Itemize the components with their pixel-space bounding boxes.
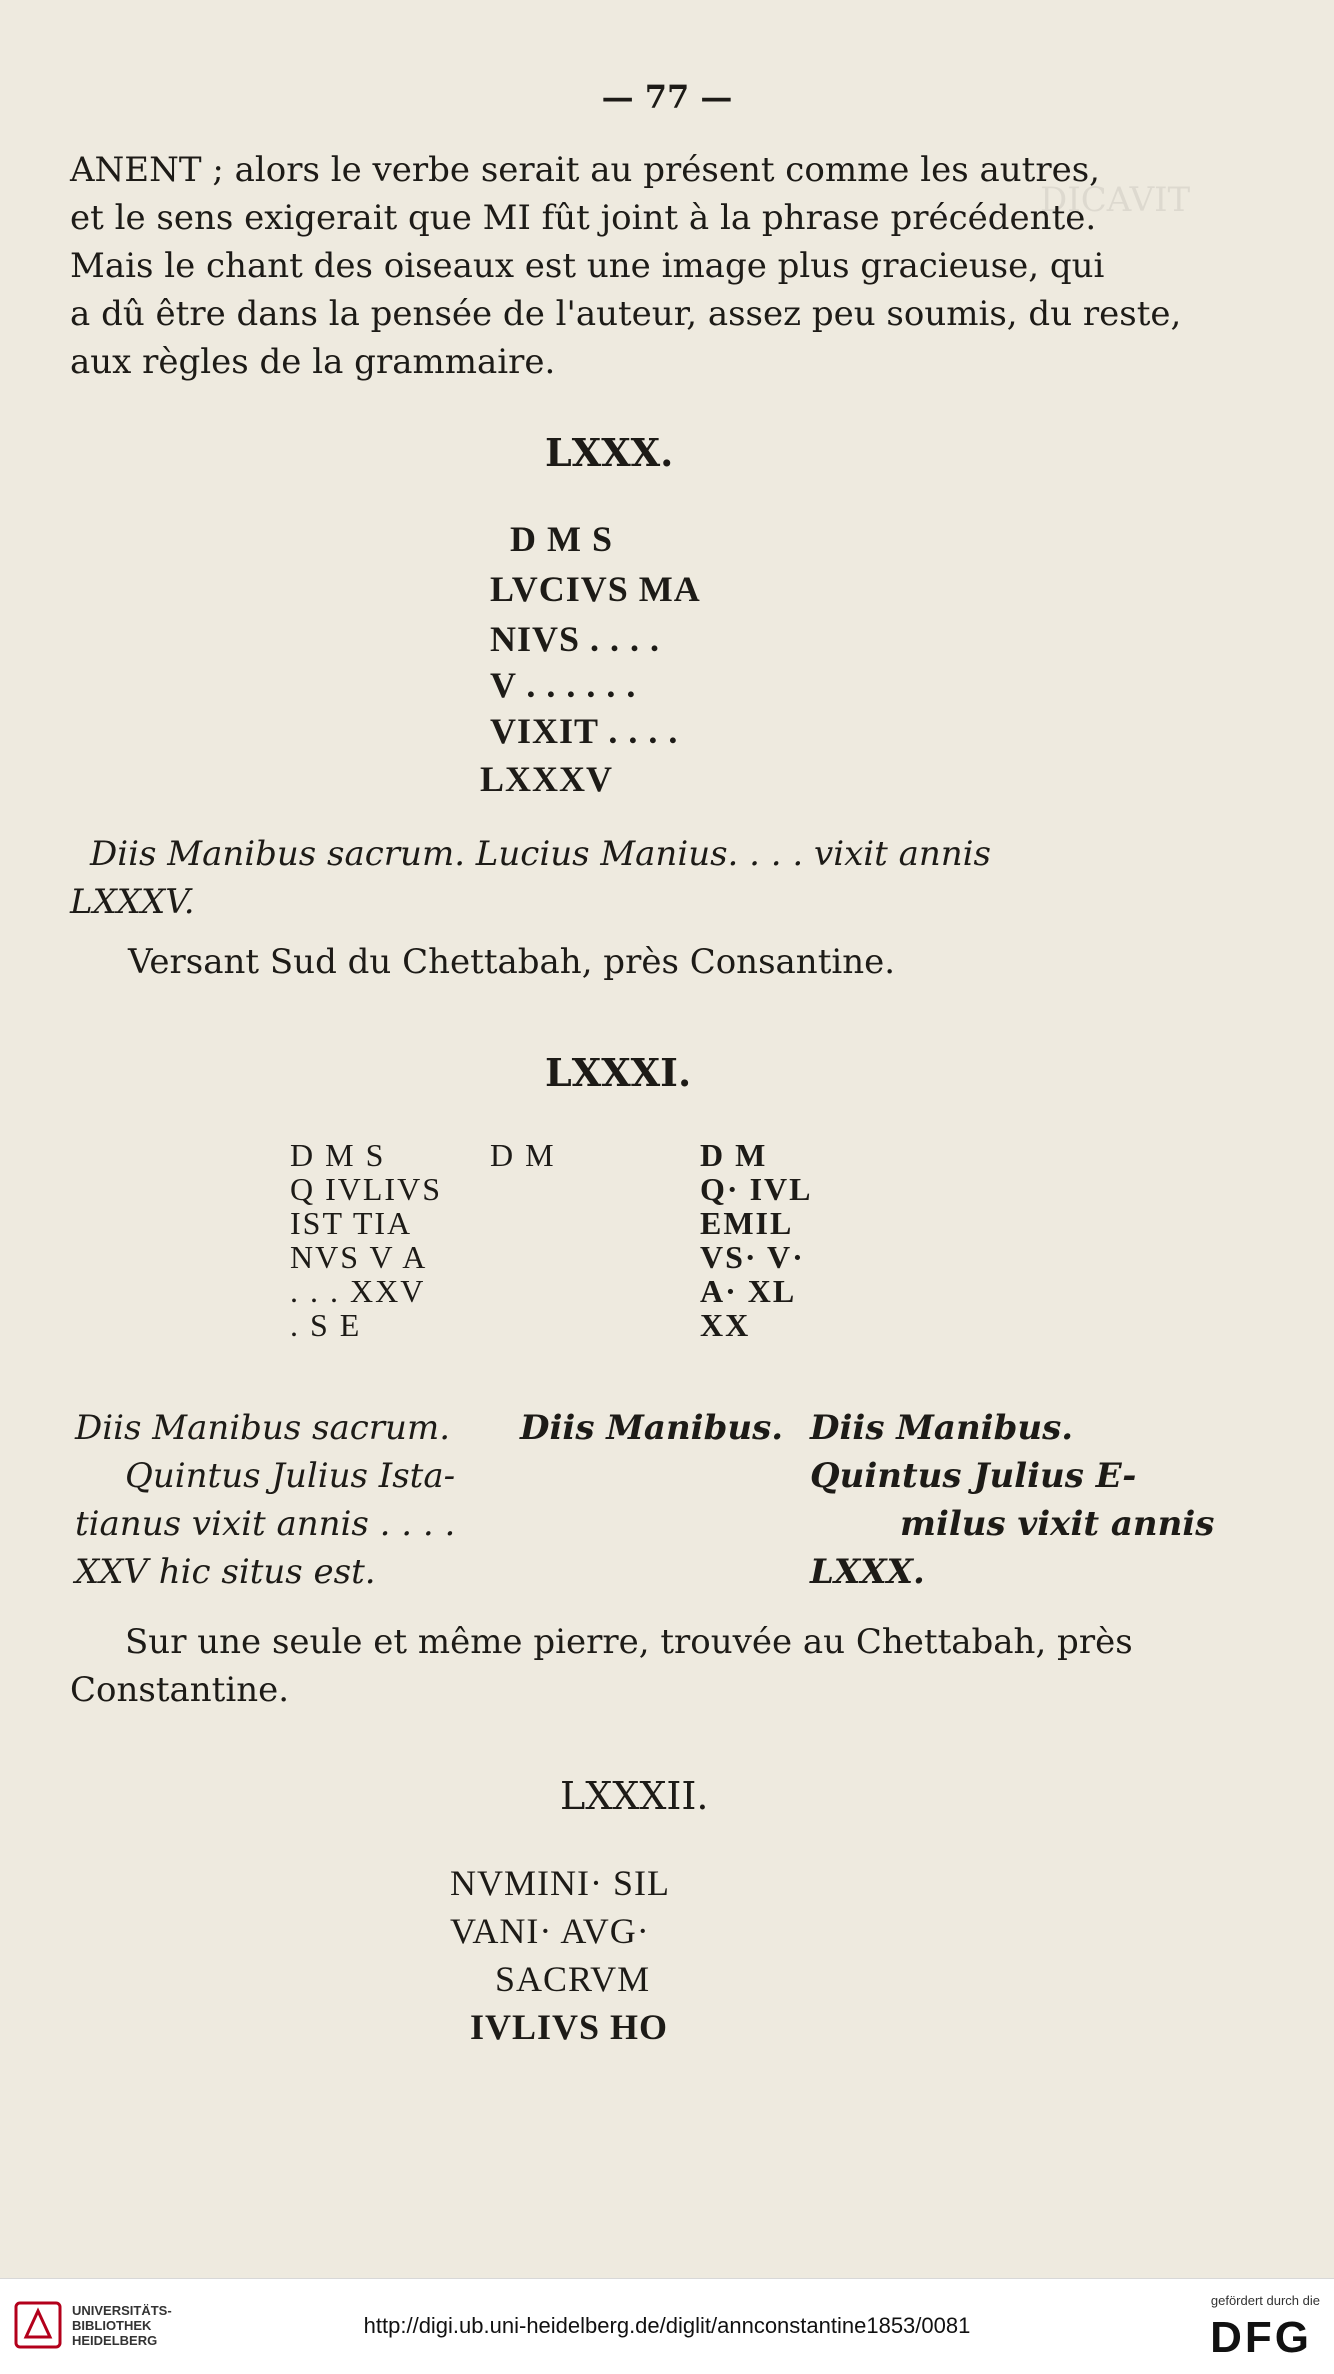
inscription-col-right [700,1138,812,1342]
translation-line: LXXX. [810,1552,925,1592]
translation-line: Quintus Julius E- [810,1456,1137,1496]
bleed-through: DICAVIT [1040,180,1191,220]
translation-line: Diis Manibus. [810,1408,1074,1448]
paragraph-line: a dû être dans la pensée de l'auteur, assez peu soumis, du reste, [70,294,1182,334]
inscription-line: LXXXV [480,759,614,799]
inscription-number: LXXXII. [560,1774,709,1818]
inscription-line: XX [700,1307,751,1343]
library-name-line: HEIDELBERG [72,2333,158,2348]
inscription-line: NVS V A [290,1239,428,1275]
translation-line: Diis Manibus sacrum. [75,1408,450,1448]
funding-note: gefördert durch die [1210,2293,1320,2308]
inscription-line: VANI· AVG· [450,1911,650,1951]
inscription-line: NIVS . . . . [490,619,661,659]
inscription-line: LVCIVS MA [490,569,701,609]
inscription-line: NVMINI· SIL [450,1863,670,1903]
inscription-line: VS· V· [700,1239,805,1275]
inscription-line: V . . . . . . [490,665,637,705]
inscription-line: SACRVM [495,1959,651,1999]
library-name-line: UNIVERSITÄTS- [72,2303,172,2318]
paragraph-line: Mais le chant des oiseaux est une image plus gracieuse, qui [70,246,1105,286]
paragraph-line: aux règles de la grammaire. [70,342,556,382]
inscription-number: LXXX. [545,430,674,475]
translation-line: Diis Manibus sacrum. Lucius Manius. . . . vixit annis [90,834,991,874]
permalink[interactable]: http://digi.ub.uni-heidelberg.de/diglit/annconstantine1853/0081 [363,2313,971,2338]
inscription-line: VIXIT . . . . [490,711,679,751]
inscription-col-left [290,1138,442,1342]
inscription-line: Q IVLIVS [290,1171,442,1207]
inscription-line: . S E [290,1307,362,1343]
paragraph-line: et le sens exigerait que MI fût joint à la phrase précédente. [70,198,1097,238]
inscription-col-middle [490,1138,556,1172]
inscription-line: IVLIVS HO [470,2007,669,2047]
page-number: — 77 — [601,78,733,116]
inscription-line: . . . XXV [290,1273,426,1309]
paragraph-line: ANENT ; alors le verbe serait au présent comme les autres, [70,150,1100,190]
note-line: Sur une seule et même pierre, trouvée au Chettabah, près [125,1622,1133,1662]
inscription-line: D M [490,1137,556,1173]
note-line: Constantine. [70,1670,290,1710]
inscription-line: Q· IVL [700,1171,813,1207]
library-name-line: BIBLIOTHEK [72,2318,152,2333]
translation-line: tianus vixit annis . . . . [75,1504,456,1544]
location-line: Versant Sud du Chettabah, près Consantine. [128,942,896,982]
inscription-line: IST TIA [290,1205,413,1241]
inscription-line: D M S [290,1137,386,1173]
viewer-footer [0,2278,1334,2374]
funder-logo: DFG [1210,2313,1312,2362]
translation-line: Quintus Julius Ista- [125,1456,456,1496]
inscription-line: D M S [510,519,613,559]
inscription-number: LXXXI. [545,1050,692,1095]
inscription-line: EMIL [700,1205,794,1241]
inscription-line: A· XL [700,1273,797,1309]
translation-line: milus vixit annis [900,1504,1215,1544]
translation-line: LXXXV. [70,882,195,922]
inscription-line: D M [700,1137,768,1173]
translation-line: XXV hic situs est. [75,1552,376,1592]
translation-line: Diis Manibus. [520,1408,784,1448]
